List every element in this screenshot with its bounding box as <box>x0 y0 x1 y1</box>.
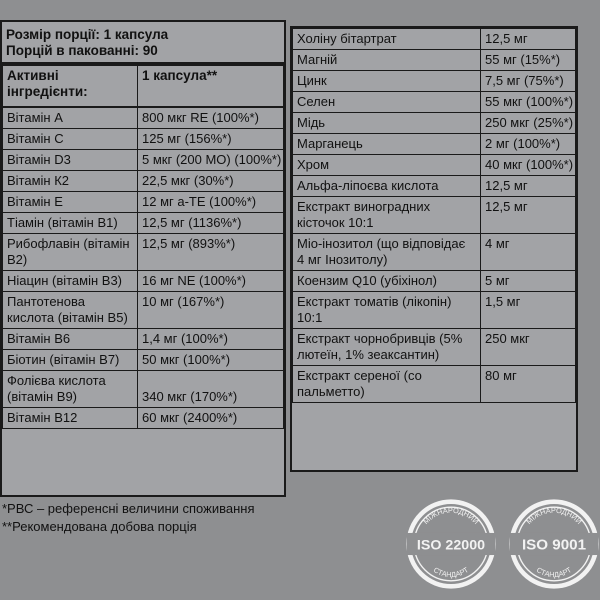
table-header-row <box>3 66 284 108</box>
svg-text:СТАНДАРТ <box>535 565 574 579</box>
ingredient-name: Вітамін К2 <box>3 171 138 192</box>
table-row <box>3 329 284 350</box>
table-row <box>293 71 576 92</box>
table-row <box>3 292 284 329</box>
ingredient-name: Мідь <box>293 113 481 134</box>
ingredient-name: Холіну бітартрат <box>293 29 481 50</box>
ingredient-amount: 22,5 мкг (30%*) <box>138 171 284 192</box>
svg-text:СТАНДАРТ <box>432 565 471 579</box>
ingredient-amount: 40 мкг (100%*) <box>481 155 576 176</box>
ingredient-amount: 125 мг (156%*) <box>138 129 284 150</box>
ingredient-amount: 12,5 мг (1136%*) <box>138 213 284 234</box>
ingredient-name: Вітамін А <box>3 107 138 129</box>
ingredient-name: Цинк <box>293 71 481 92</box>
table-row <box>293 92 576 113</box>
table-row <box>3 234 284 271</box>
ingredient-amount: 60 мкг (2400%*) <box>138 408 284 429</box>
ingredient-amount: 55 мкг (100%*) <box>481 92 576 113</box>
table-row <box>3 408 284 429</box>
ingredient-amount: 2 мг (100%*) <box>481 134 576 155</box>
left-table <box>2 65 284 429</box>
ingredient-amount: 1,4 мг (100%*) <box>138 329 284 350</box>
ingredient-name: Вітамін С <box>3 129 138 150</box>
ingredient-amount: 250 мкг (25%*) <box>481 113 576 134</box>
serving-size: Розмір порції: 1 капсула <box>6 27 169 42</box>
table-row <box>3 129 284 150</box>
ingredient-amount: 12,5 мг (893%*) <box>138 234 284 271</box>
ingredient-amount: 80 мг <box>481 366 576 403</box>
iso-22000-badge <box>405 498 497 590</box>
table-row <box>3 271 284 292</box>
right-table <box>292 28 576 403</box>
ingredient-name: Магній <box>293 50 481 71</box>
table-row <box>293 176 576 197</box>
ingredients-table-left <box>0 20 286 497</box>
ingredient-name: Міо-інозитол (що відповідає 4 мг Інозитолу) <box>293 234 481 271</box>
ingredient-amount: 1,5 мг <box>481 292 576 329</box>
table-row <box>293 29 576 50</box>
ingredient-name: Вітамін Е <box>3 192 138 213</box>
ingredient-amount: 5 мг <box>481 271 576 292</box>
footnotes <box>2 500 254 536</box>
ingredient-amount: 55 мг (15%*) <box>481 50 576 71</box>
table-row <box>3 192 284 213</box>
footnote-rvs: *РВС – референсні величини споживання <box>2 501 255 516</box>
ingredient-amount: 50 мкг (100%*) <box>138 350 284 371</box>
ingredient-name: Екстракт чорнобривців (5% лютеїн, 1% зеаксантин) <box>293 329 481 366</box>
ingredient-name: Марганець <box>293 134 481 155</box>
ingredient-name: Ніацин (вітамін В3) <box>3 271 138 292</box>
footnote-recommended: **Рекомендована добова порція <box>2 519 197 534</box>
table-row <box>293 155 576 176</box>
ingredient-amount: 12 мг а-ТЕ (100%*) <box>138 192 284 213</box>
table-row <box>3 371 284 408</box>
ingredient-name: Коензим Q10 (убіхінол) <box>293 271 481 292</box>
badge-bottom-text: СТАНДАРТ <box>431 565 471 580</box>
ingredient-name: Вітамін В6 <box>3 329 138 350</box>
table-row <box>293 50 576 71</box>
ingredient-name: Альфа-ліпоєва кислота <box>293 176 481 197</box>
badge-top-text: МІЖНАРОДНИЙ <box>524 505 584 526</box>
ingredient-name: Вітамін В12 <box>3 408 138 429</box>
ingredient-amount: 16 мг NE (100%*) <box>138 271 284 292</box>
table-row <box>3 107 284 129</box>
table-row <box>3 171 284 192</box>
ingredient-name: Фолієва кислота (вітамін В9) <box>3 371 138 408</box>
table-row <box>3 213 284 234</box>
serving-info <box>2 22 284 65</box>
table-row <box>293 366 576 403</box>
badge-main-text: ISO 9001 <box>521 536 587 554</box>
table-row <box>293 113 576 134</box>
ingredient-name: Тіамін (вітамін В1) <box>3 213 138 234</box>
table-row <box>293 234 576 271</box>
ingredient-amount: 12,5 мг <box>481 176 576 197</box>
ingredient-amount: 7,5 мг (75%*) <box>481 71 576 92</box>
iso-9001-badge <box>508 498 600 590</box>
ingredient-name: Екстракт сереної (со пальметто) <box>293 366 481 403</box>
ingredient-name: Біотин (вітамін В7) <box>3 350 138 371</box>
table-row <box>3 150 284 171</box>
table-row <box>293 197 576 234</box>
ingredient-amount: 5 мкг (200 МО) (100%*) <box>138 150 284 171</box>
ingredient-name: Екстракт томатів (лікопін) 10:1 <box>293 292 481 329</box>
ingredient-amount: 250 мкг <box>481 329 576 366</box>
ingredient-amount: 800 мкг RE (100%*) <box>138 107 284 129</box>
ingredient-name: Вітамін D3 <box>3 150 138 171</box>
table-row <box>293 271 576 292</box>
ingredient-name: Пантотенова кислота (вітамін В5) <box>3 292 138 329</box>
ingredient-amount: 12,5 мг <box>481 29 576 50</box>
table-row <box>3 350 284 371</box>
ingredient-amount: 4 мг <box>481 234 576 271</box>
ingredient-amount: 10 мг (167%*) <box>138 292 284 329</box>
ingredient-name: Рибофлавін (вітамін В2) <box>3 234 138 271</box>
ingredient-name: Хром <box>293 155 481 176</box>
table-row <box>293 292 576 329</box>
servings-per-container: Порцій в пакованні: 90 <box>6 43 158 58</box>
per-capsule-header: 1 капсула** <box>138 66 284 108</box>
table-row <box>293 329 576 366</box>
badge-main-text: ISO 22000 <box>416 537 486 554</box>
badge-top-text: МІЖНАРОДНИЙ <box>421 505 481 526</box>
badge-bottom-text: СТАНДАРТ <box>534 565 574 580</box>
active-ingredients-header: Активні інгредієнти: <box>3 66 138 108</box>
ingredient-name: Селен <box>293 92 481 113</box>
table-row <box>293 134 576 155</box>
ingredients-table-right <box>290 26 578 472</box>
ingredient-name: Екстракт виноградних кісточок 10:1 <box>293 197 481 234</box>
ingredient-amount: 340 мкг (170%*) <box>138 371 284 408</box>
ingredient-amount: 12,5 мг <box>481 197 576 234</box>
